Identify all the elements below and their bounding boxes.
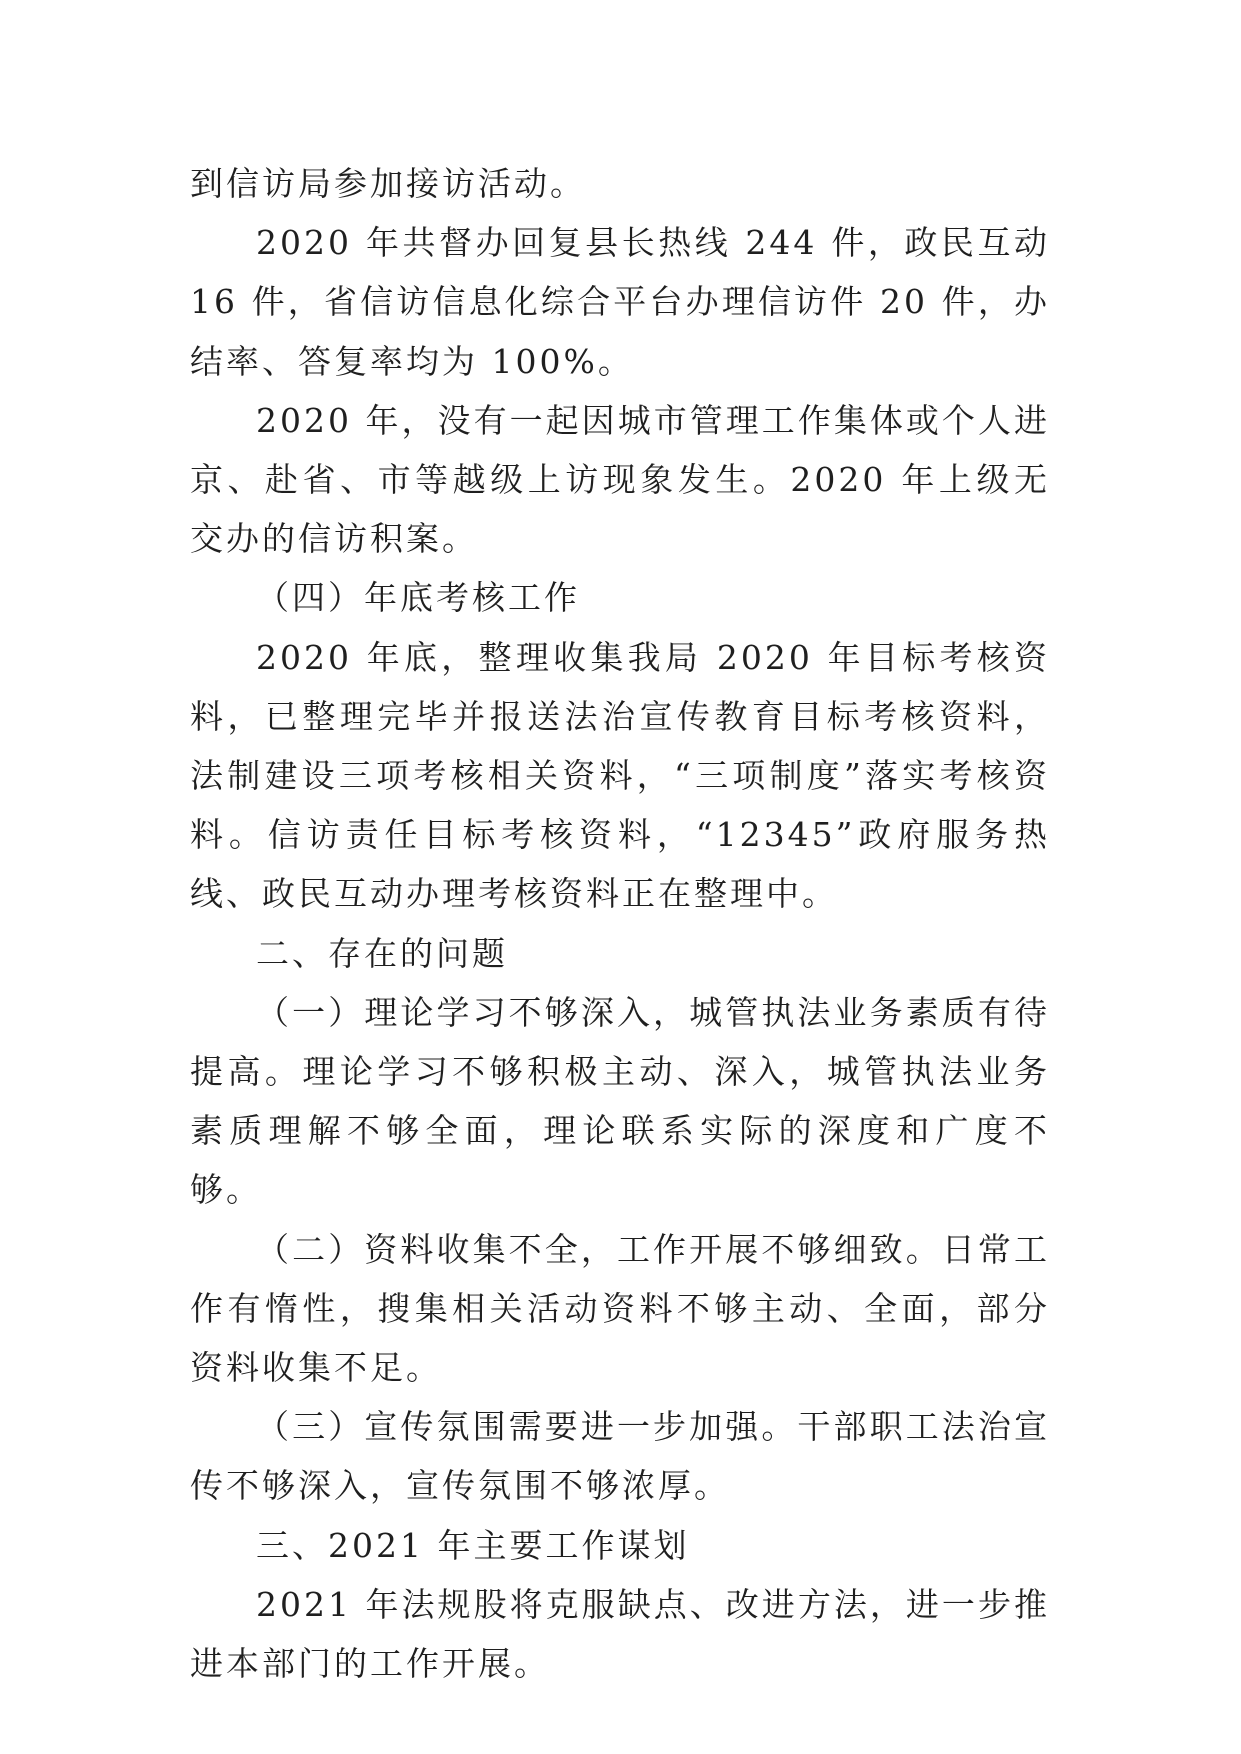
paragraph-problem-3: （三）宣传氛围需要进一步加强。干部职工法治宣传不够深入，宣传氛围不够浓厚。 <box>190 1407 1050 1506</box>
paragraph-year-end-review: 2020 年底，整理收集我局 2020 年目标考核资料，已整理完毕并报送法治宣传教育目标考核资料，法制建设三项考核相关资料，“三项制度”落实考核资料。信访责任目标考核资料，“12345”政府服务热线、政民互动办理考核资料正在整理中。 <box>190 637 1050 914</box>
paragraph-continuation: 到信访局参加接访活动。 <box>190 164 586 203</box>
document-body <box>190 154 1050 1693</box>
paragraph-petition-summary: 2020 年，没有一起因城市管理工作集体或个人进京、赴省、市等越级上访现象发生。2020 年上级无交办的信访积案。 <box>190 400 1050 559</box>
paragraph-problem-2: （二）资料收集不全，工作开展不够细致。日常工作有惰性，搜集相关活动资料不够主动、全面，部分资料收集不足。 <box>190 1229 1050 1388</box>
section-heading-year-end-review: （四）年底考核工作 <box>256 578 580 618</box>
paragraph-2021-plan: 2021 年法规股将克服缺点、改进方法，进一步推进本部门的工作开展。 <box>190 1584 1050 1684</box>
section-heading-2021-plan: 三、2021 年主要工作谋划 <box>256 1525 690 1565</box>
paragraph-hotline-stats: 2020 年共督办回复县长热线 244 件，政民互动 16 件，省信访信息化综合平台办理信访件 20 件，办结率、答复率均为 100%。 <box>190 223 1050 381</box>
section-heading-problems: 二、存在的问题 <box>256 933 508 973</box>
paragraph-problem-1: （一）理论学习不够深入，城管执法业务素质有待提高。理论学习不够积极主动、深入，城管执法业务素质理解不够全面，理论联系实际的深度和广度不够。 <box>190 992 1050 1210</box>
